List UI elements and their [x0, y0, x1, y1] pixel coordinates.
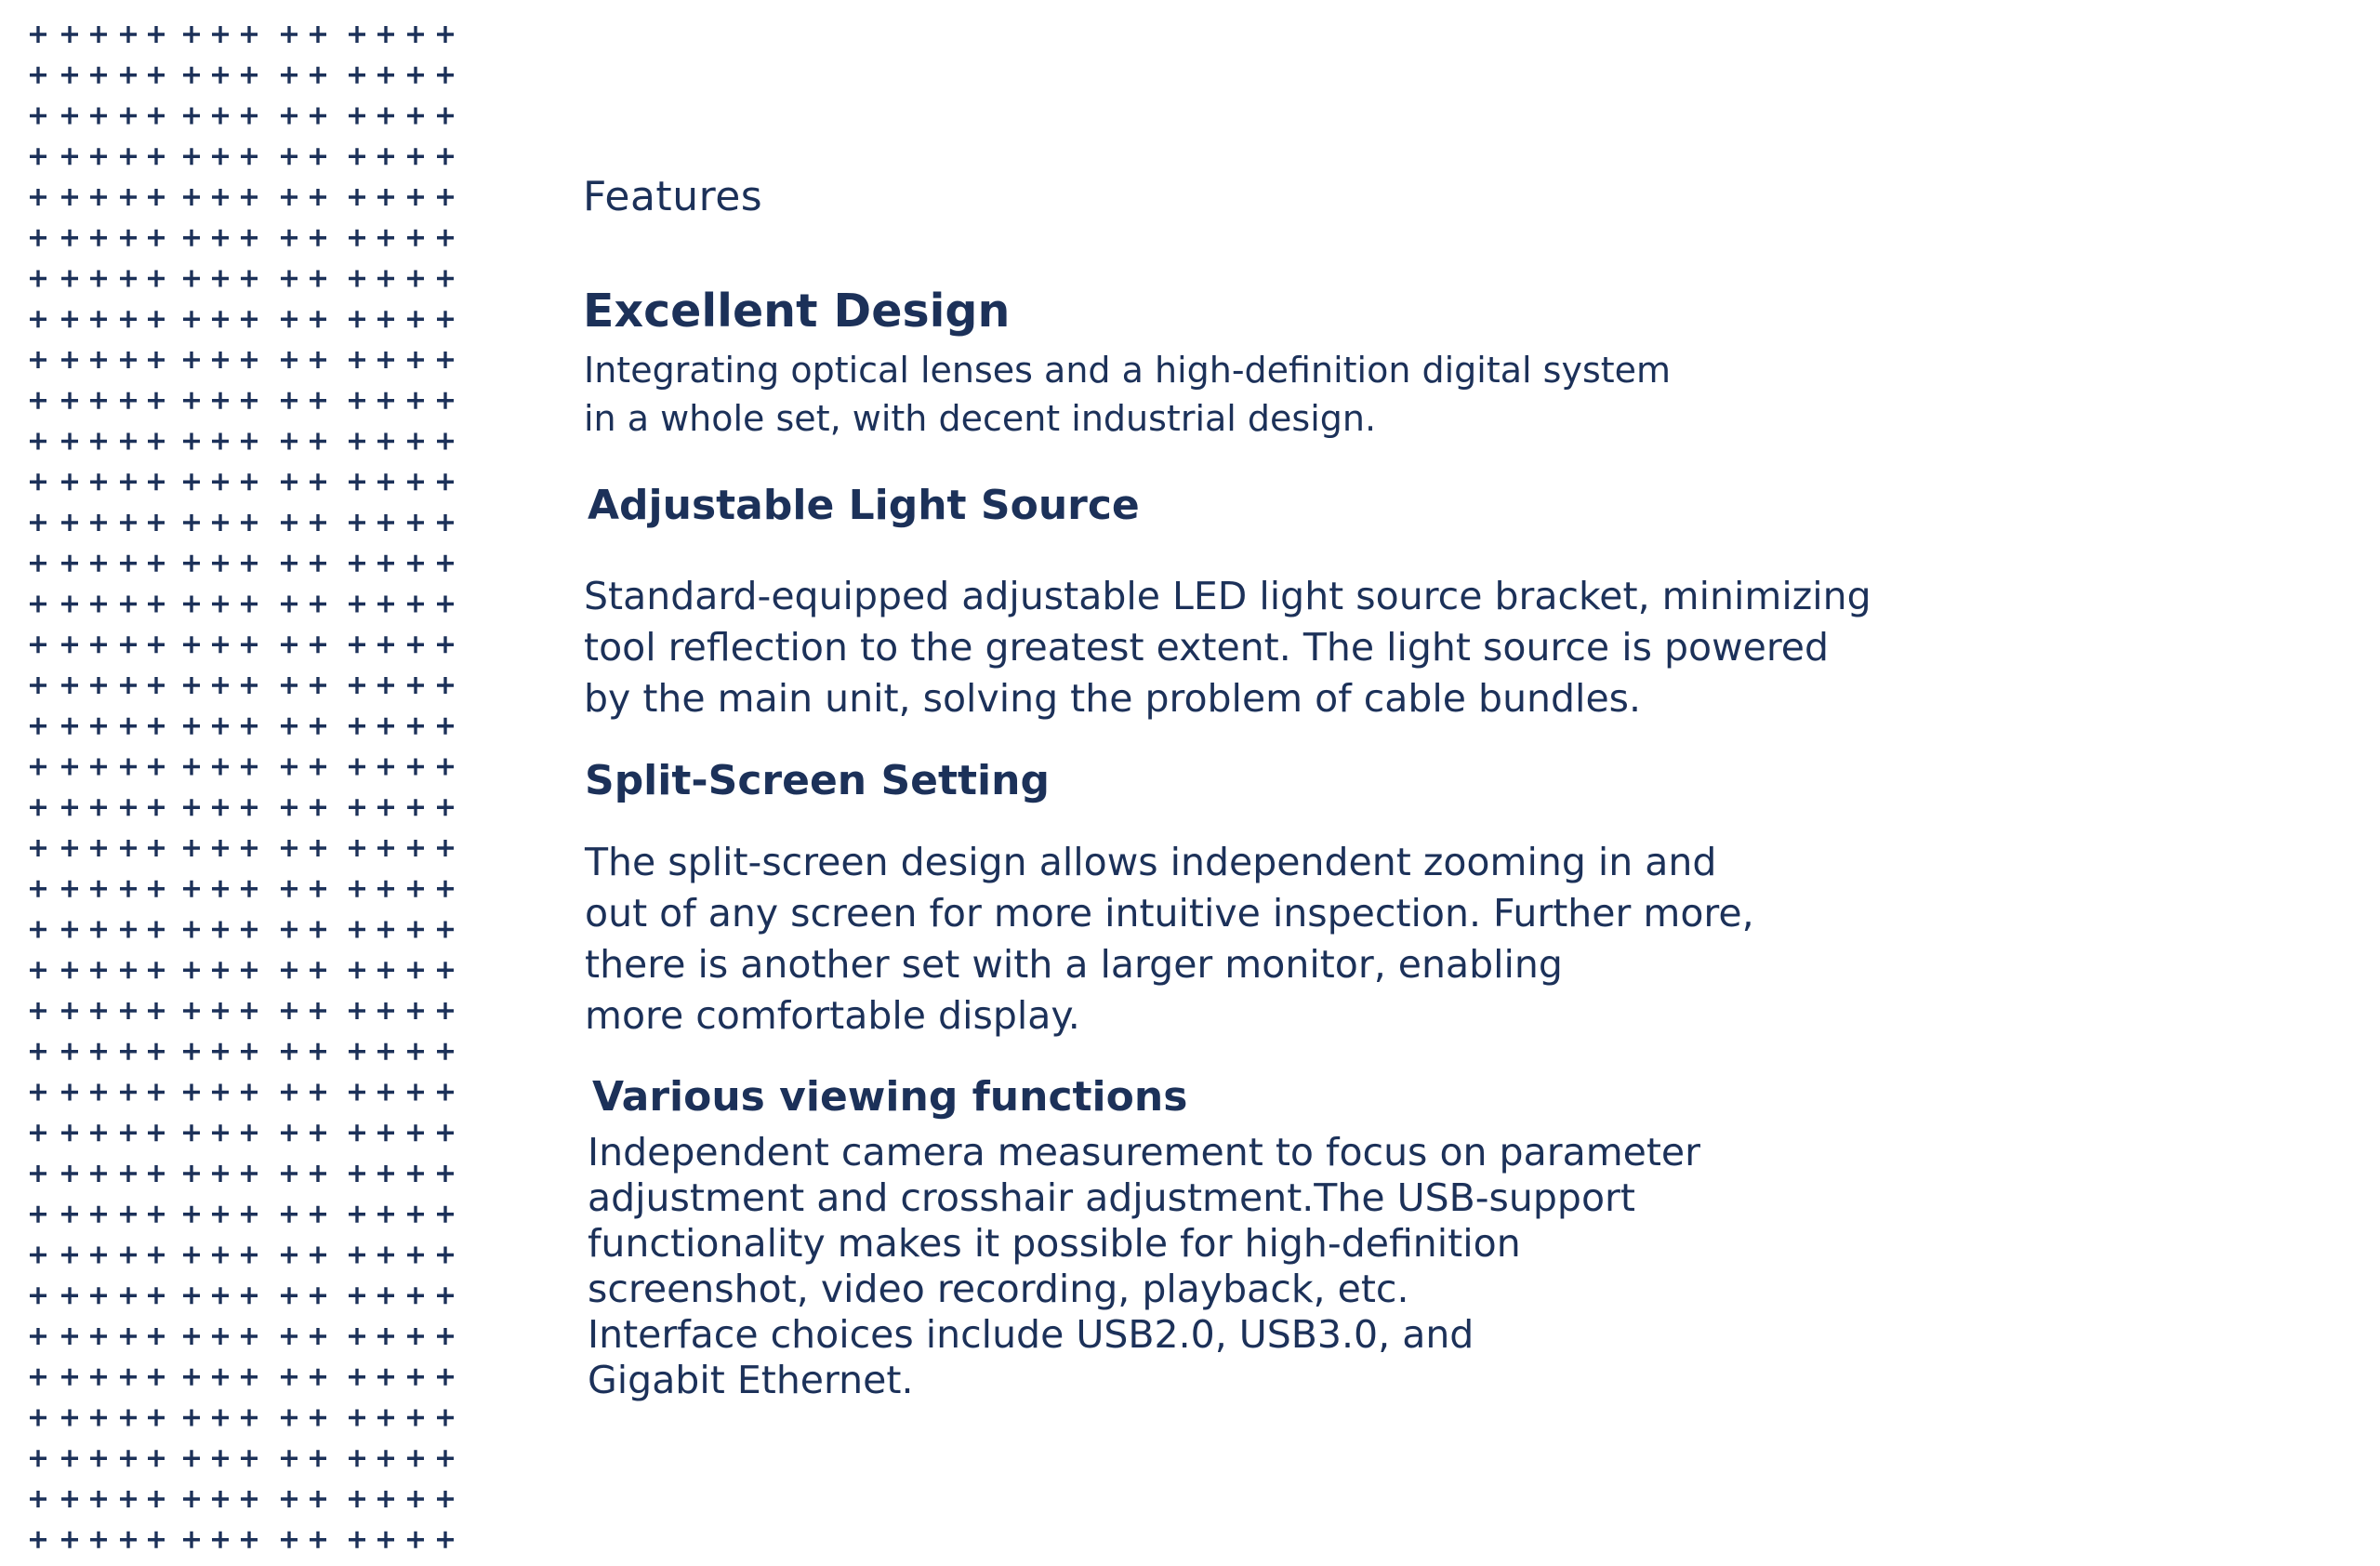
- feature-body-split-screen-setting: The split-screen design allows independent zooming in and out of any screen for more intuitive inspection. Further more, there is another set with a larger monitor, enabling more comfortable display.: [585, 840, 1754, 1038]
- section-label: Features: [583, 173, 763, 220]
- feature-heading-split-screen-setting: Split-Screen Setting: [585, 757, 1050, 804]
- feature-body-various-viewing-functions: Independent camera measurement to focus on parameter adjustment and crosshair adjustment.The USB-support functionality makes it possible for high-definition screenshot, video recording, playback, etc. Interface choices include USB2.0, USB3.0, and Gigabit Ethernet.: [588, 1130, 1701, 1402]
- feature-body-adjustable-light-source: Standard-equipped adjustable LED light source bracket, minimizing tool reflection to the greatest extent. The light source is powered by the main unit, solving the problem of cable bundles.: [584, 574, 1871, 721]
- feature-heading-various-viewing-functions: Various viewing functions: [592, 1073, 1188, 1121]
- feature-heading-excellent-design: Excellent Design: [583, 285, 1011, 338]
- feature-body-excellent-design: Integrating optical lenses and a high-definition digital system in a whole set, with decent industrial design.: [584, 350, 1672, 439]
- feature-heading-adjustable-light-source: Adjustable Light Source: [588, 482, 1140, 529]
